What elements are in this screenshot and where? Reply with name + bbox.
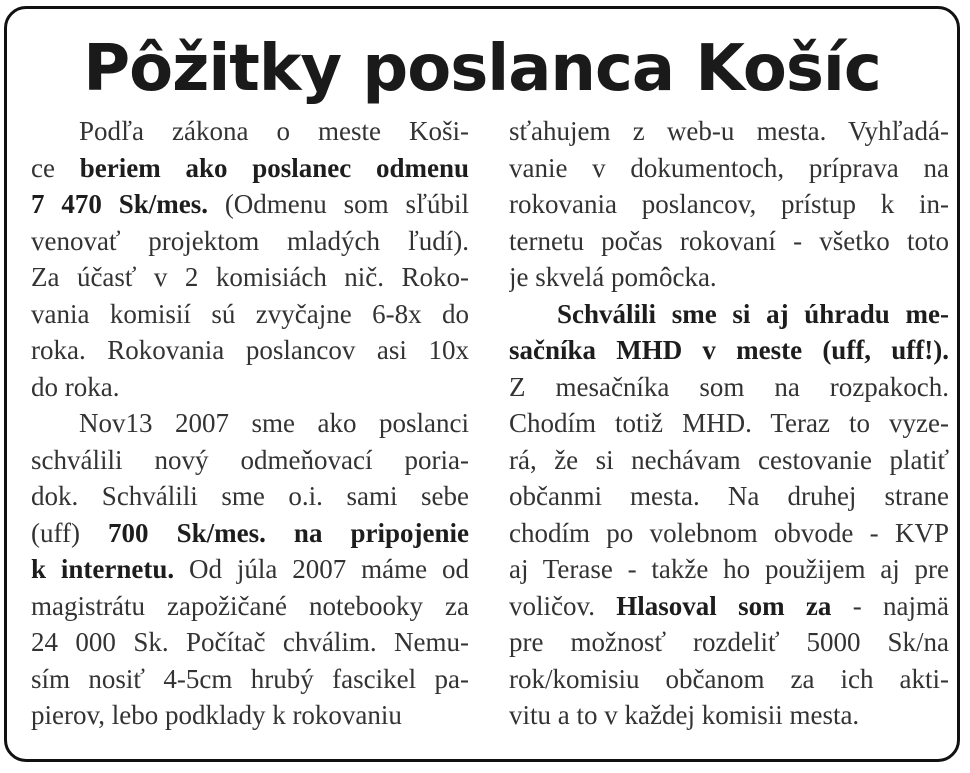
text-run: Za účasť v 2 komisiách nič. Roko-	[31, 262, 469, 292]
text-run: občanmi mesta. Na druhej strane	[509, 481, 949, 511]
text-run: pre možnosť rozdeliť 5000 Sk/na	[509, 627, 949, 657]
text-run: vanie v dokumentoch, príprava na	[509, 152, 949, 183]
text-line	[509, 186, 949, 223]
text-run: roka. Rokovania poslancov asi 10x	[31, 335, 469, 365]
text-line	[509, 515, 949, 552]
text-line	[31, 296, 469, 333]
text-line	[31, 624, 469, 661]
bold-text-run: sačníka MHD v meste (uff, uff!).	[509, 335, 949, 365]
text-run: Podľa zákona o meste Koši-	[79, 116, 469, 146]
text-line	[509, 296, 949, 333]
text-run: sím nosiť 4-5cm hrubý fascikel pa-	[31, 663, 469, 694]
text-run: vania komisií sú zvyčajne 6-8x do	[31, 298, 469, 329]
article-title: Pôžitky poslanca Košíc	[83, 32, 881, 106]
text-run: Chodím totiž MHD. Teraz to vyze-	[509, 408, 949, 438]
text-line	[509, 332, 949, 369]
text-run: Nov13 2007 sme ako poslanci	[79, 408, 469, 438]
bold-text-run: beriem ako poslanec odmenu	[79, 152, 469, 183]
text-line	[509, 369, 949, 406]
text-run: vitu a to v každej komisii mesta.	[509, 700, 860, 730]
text-line	[31, 150, 469, 187]
text-line	[509, 478, 949, 515]
bold-text-run: Schválili sme si aj úhradu me-	[557, 298, 949, 329]
text-run: (uff)	[31, 517, 109, 548]
bold-text-run: Hlasoval som za	[616, 590, 832, 621]
text-run: sťahujem z web-u mesta. Vyhľadá-	[509, 116, 949, 146]
text-line	[31, 661, 469, 698]
text-run: dok. Schválili sme o.i. sami sebe	[31, 481, 469, 511]
text-run: rá, že si nechávam cestovanie platiť	[509, 444, 949, 475]
text-line	[31, 113, 469, 150]
text-line	[31, 442, 469, 479]
text-line	[509, 223, 949, 260]
text-line	[31, 259, 469, 296]
text-run: venovať projektom mladých ľudí).	[31, 225, 469, 256]
text-run: do roka.	[31, 371, 120, 402]
text-line	[509, 259, 949, 296]
text-run: Od júla 2007 máme od	[174, 554, 469, 584]
text-run: Z mesačníka som na rozpakoch.	[509, 371, 949, 402]
text-run: rokovania poslancov, prístup k in-	[509, 189, 949, 219]
text-run: schválili nový odmeňovací poria-	[31, 444, 469, 475]
text-run: magistrátu zapožičané notebooky za	[31, 590, 469, 621]
text-line	[31, 551, 469, 588]
text-run: rok/komisiu občanom za ich akti-	[509, 663, 949, 694]
bold-text-run: 7 470 Sk/mes.	[31, 189, 208, 219]
text-line	[509, 624, 949, 661]
text-run: je skvelá pomôcka.	[509, 262, 717, 292]
right-column	[509, 113, 949, 734]
text-run: (Odmenu som sľúbil	[207, 189, 469, 219]
text-line	[31, 332, 469, 369]
text-line	[509, 150, 949, 187]
bold-text-run: k internetu.	[31, 554, 175, 584]
text-line	[509, 697, 949, 734]
text-run: - najmä	[831, 590, 949, 621]
text-line	[509, 442, 949, 479]
text-line	[31, 697, 469, 734]
text-line	[509, 661, 949, 698]
text-line	[31, 223, 469, 260]
text-run: ternetu počas rokovaní - všetko toto	[509, 225, 949, 256]
text-line	[31, 478, 469, 515]
text-run: pierov, lebo podklady k rokovaniu	[31, 700, 402, 730]
article-frame	[4, 6, 960, 762]
text-line	[509, 113, 949, 150]
text-line	[509, 551, 949, 588]
text-run: aj Terase - takže ho použijem aj pre	[509, 554, 949, 584]
text-line	[31, 186, 469, 223]
text-line	[31, 405, 469, 442]
text-run: ce	[31, 152, 80, 183]
left-column	[31, 113, 469, 734]
text-line	[509, 588, 949, 625]
text-run: chodím po volebnom obvode - KVP	[509, 517, 949, 548]
text-line	[31, 588, 469, 625]
text-line	[509, 405, 949, 442]
text-run: voličov.	[509, 590, 617, 621]
text-line	[31, 369, 469, 406]
text-line	[31, 515, 469, 552]
bold-text-run: 700 Sk/mes. na pripojenie	[108, 517, 469, 548]
text-run: 24 000 Sk. Počítač chválim. Nemu-	[31, 627, 469, 657]
